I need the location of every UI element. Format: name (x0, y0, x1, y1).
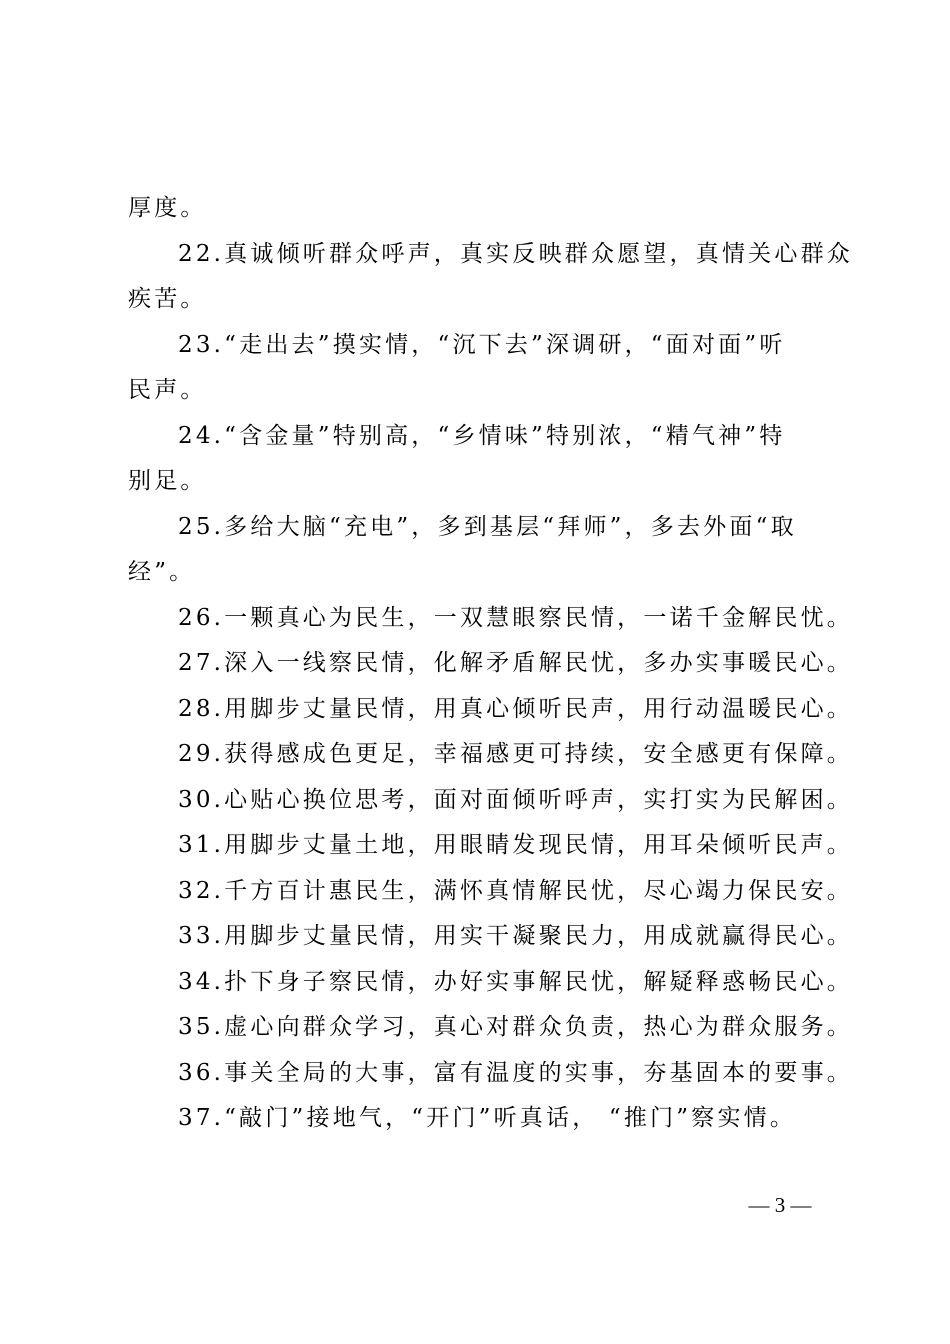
list-item-28: 28.用脚步丈量民情，用真心倾听民声，用行动温暖民心。 (178, 695, 853, 722)
list-item-27: 27.深入一线察民情，化解矛盾解民忧，多办实事暖民心。 (178, 650, 853, 676)
list-item-22: 22.真诚倾听群众呼声，真实反映群众愿望，真情关心群众 (178, 240, 853, 267)
page-number: — 3 — (748, 1193, 812, 1217)
list-item-32: 32.千方百计惠民生，满怀真情解民忧，尽心竭力保民安。 (178, 877, 853, 904)
list-item-33: 33.用脚步丈量民情，用实干凝聚民力，用成就赢得民心。 (178, 923, 853, 949)
list-item-35: 35.虚心向群众学习，真心对群众负责，热心为群众服务。 (178, 1014, 853, 1040)
list-item-36: 36.事关全局的大事，富有温度的实事，夯基固本的要事。 (178, 1059, 853, 1086)
list-item-31: 31.用脚步丈量土地，用眼睛发现民情，用耳朵倾听民声。 (178, 832, 853, 858)
text-line: 别足。 (128, 468, 207, 494)
list-item-30: 30.心贴心换位思考，面对面倾听呼声，实打实为民解困。 (178, 786, 853, 813)
list-item-29: 29.获得感成色更足，幸福感更可持续，安全感更有保障。 (178, 741, 853, 767)
text-line: 厚度。 (128, 195, 207, 221)
list-item-25: 25.多给大脑“充电”，多到基层“拜师”，多去外面“取 (178, 513, 797, 540)
text-line: 疾苦。 (128, 286, 207, 312)
list-item-26: 26.一颗真心为民生，一双慧眼察民情，一诺千金解民忧。 (178, 604, 853, 631)
text-line: 经”。 (128, 559, 196, 585)
list-item-23: 23.“走出去”摸实情，“沉下去”深调研，“面对面”听 (178, 331, 786, 358)
list-item-34: 34.扑下身子察民情，办好实事解民忧，解疑释惑畅民心。 (178, 968, 853, 995)
list-item-37: 37.“敲门”接地气，“开门”听真话， “推门”察实情。 (178, 1105, 797, 1131)
text-line: 民声。 (128, 377, 207, 403)
list-item-24: 24.“含金量”特别高，“乡情味”特别浓，“精气神”特 (178, 422, 786, 449)
document-body (128, 186, 853, 1142)
